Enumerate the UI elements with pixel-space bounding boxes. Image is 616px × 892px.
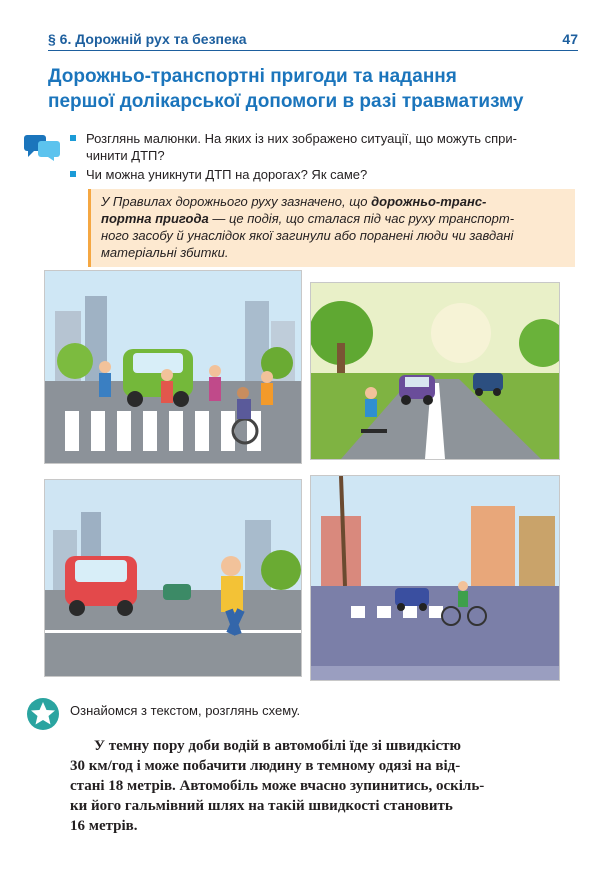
title-line-2: першої долікарської допомоги в разі травматизму: [48, 91, 524, 112]
question-item: [70, 130, 570, 164]
body-line: стані 18 метрів. Автомобіль може вчасно зупинитись, оскіль-: [70, 778, 485, 794]
illustration-boy-running: [44, 479, 302, 677]
question-text: Розглянь малюнки. На яких із них зображено ситуації, що можуть спри-: [86, 131, 517, 146]
section-title: § 6. Дорожній рух та безпека: [48, 31, 247, 47]
speech-bubbles-icon: [24, 133, 60, 161]
star-task-icon: [26, 697, 60, 731]
body-line: ки його гальмівний шлях на такій швидкості становить: [70, 798, 453, 814]
note-text: ного засобу й унаслідок якої загинули або поранені люди чи завдані: [101, 228, 514, 243]
page-title: [48, 64, 588, 114]
question-text: чинити ДТП?: [86, 148, 165, 163]
illustration-road-scooter: [310, 282, 560, 460]
body-paragraph: [70, 736, 560, 836]
body-line: У темну пору доби водій в автомобілі їде зі швидкістю: [94, 738, 462, 754]
body-line: 16 метрів.: [70, 818, 138, 834]
question-list: [70, 130, 570, 185]
illustration-cyclist-street: [310, 475, 560, 681]
body-line: 30 км/год і може побачити людину в темному одязі на від-: [70, 758, 461, 774]
note-text: У Правилах дорожнього руху зазначено, що: [101, 194, 372, 209]
question-item: [70, 166, 570, 183]
page-number: 47: [562, 31, 578, 47]
bullet-icon: [70, 171, 76, 177]
note-term: дорожньо-транс-: [371, 194, 487, 209]
bullet-icon: [70, 135, 76, 141]
title-line-1: Дорожньо-транспортні пригоди та надання: [48, 66, 457, 87]
page-header: [48, 30, 578, 51]
definition-note: [88, 189, 575, 267]
note-term: портна пригода: [101, 211, 209, 226]
note-text: — це подія, що сталася під час руху транспорт-: [208, 211, 515, 226]
illustration-crosswalk: [44, 270, 302, 464]
note-text: матеріальні збитки.: [101, 245, 229, 260]
question-text: Чи можна уникнути ДТП на дорогах? Як саме?: [86, 167, 368, 182]
task-instruction: Ознайомся з текстом, розглянь схему.: [70, 703, 301, 718]
